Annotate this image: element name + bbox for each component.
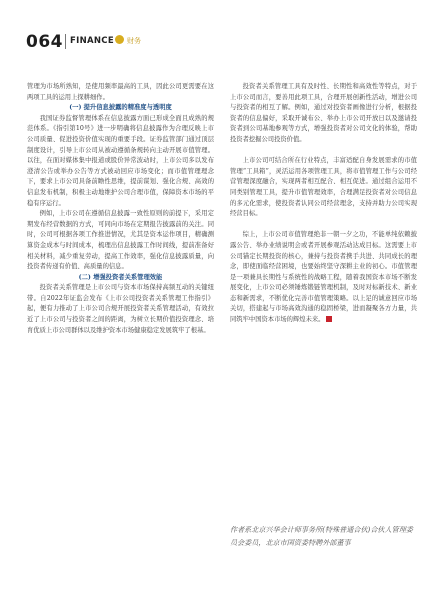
paragraph: 投资者关系管理是上市公司与资本市场保持高频互动的关键纽带。自2022年证监会发布《上市公司投资者关系管理工作指引》起，便有力推动了上市公司合规开展投资者关系管理活动，有效拉近了上市公司与投资者之间的距离，为树立长期价值投资理念、培育优质上市公司群体以及维护资本市场健康稳定发展筑牢了根基。 xyxy=(27,284,214,334)
header-divider xyxy=(65,34,66,49)
section-heading: (二) 增强投资者关系管理效能 xyxy=(78,273,163,281)
article-end-icon xyxy=(326,316,332,322)
paragraph: 我国证券监督管理体系在信息披露方面已形成全面且成熟的规范体系。《指引第10号》进一步明确将信息披露作为合理反映上市公司质量、促进投资价值实现的重要手段。证券监管部门通过顶层制度设计，引导上市公司从被动遵循条规转向主动开展市值管理。以往，在面对媒体集中报道或股价异常波动时，上市公司多以发布澄清公告或举办公告等方式被动回应市场变化；而市值管理理念下，要求上市公司具备前瞻性思维，提前谋划、强化合规、高效的信息发布机制，积极主动地维护公司合理市值，保障资本市场的平稳有序运行。 xyxy=(27,114,214,207)
section-label: FINANCE xyxy=(70,36,114,46)
paragraph: 综上，上市公司市值管理绝非一朝一夕之功，不能单纯依赖披露公告、举办业绩说明会或者开展参观活动达成目标。这需要上市公司锚定长期投资的核心，兼持与投资者携手共进、共同成长的理念，即使面临经营困境，也要始终坚守深耕主业的初心。市值管理是一项兼具长期性与系统性的战略工程，随着我国资本市场不断发展变化，上市公司必须锤炼锻链管理机制，及时对标新技术、新业态和新需求，不断优化完善市值管理策略。以上足的诚意回应市场关切，搭建起与市场高效沟通的稳固桥梁，进而凝聚各方力量，共同筑牢中国资本市场的辉煌未来。 xyxy=(230,231,417,324)
paragraph: 管理为市场所熟知，是使用频率最高的工具，因此公司更需要在这两项工具的运用上探耕细作。 xyxy=(27,83,214,101)
section-dot-icon xyxy=(115,35,124,44)
author-note: 作者系北京兴华会计师事务所(特殊普通合伙)合伙人管理委员会委员，北京市国资委特聘外部董事 xyxy=(230,525,413,547)
paragraph: 投资者关系管理工具有及时性、长期性和高效性等特点，对于上市公司而言，要善用此项工具，合理开展创新性活动，增进公司与投资者的相互了解。例如，通过对投资者画像进行分析，根据投资者的信息偏好，采取开诚布公、举办上市公司开放日以及邀请投资者到公司基地参观等方式，增强投资者对公司文化的体验，帮助投资者挖掘公司投资价值。 xyxy=(230,83,417,143)
left-text-column xyxy=(27,82,214,336)
page-number: 064 xyxy=(26,32,63,52)
right-text-column xyxy=(230,82,417,326)
paragraph: 上市公司可结合所在行业特点，丰富适配自身发展需求的市值管理“工具箱”，灵活运用各项管理工具，将市值管理工作与公司经营管理深度融合，实现两者相互配合、相互促进。通过组合运用不同类别管理工具，提升市值管理效率，合理满足投资者对公司信息的多元化需求，使投资者认同公司经营理念，支持并助力公司实现经营目标。 xyxy=(230,157,417,218)
paragraph: 例如，上市公司在遵循信息披露一致性原则的前提下，采用定期发布经营数据的方式，可同向市场在定期报告披露前的关注。同时，公司可根据各项工作推进情况，尤其是资本运作项目，精确测算资金成本与时间成本，梳理出信息披露工作时间线，提前准备好相关材料，减少重复劳动，提高工作效率，强化信息披露质量，向投资者传递有价值、高质量的信息。 xyxy=(27,210,214,271)
section-heading: (一) 提升信息披露的精准度与透明度 xyxy=(69,104,172,112)
section-sub-label: 财务 xyxy=(127,37,141,45)
page-header xyxy=(0,0,427,70)
